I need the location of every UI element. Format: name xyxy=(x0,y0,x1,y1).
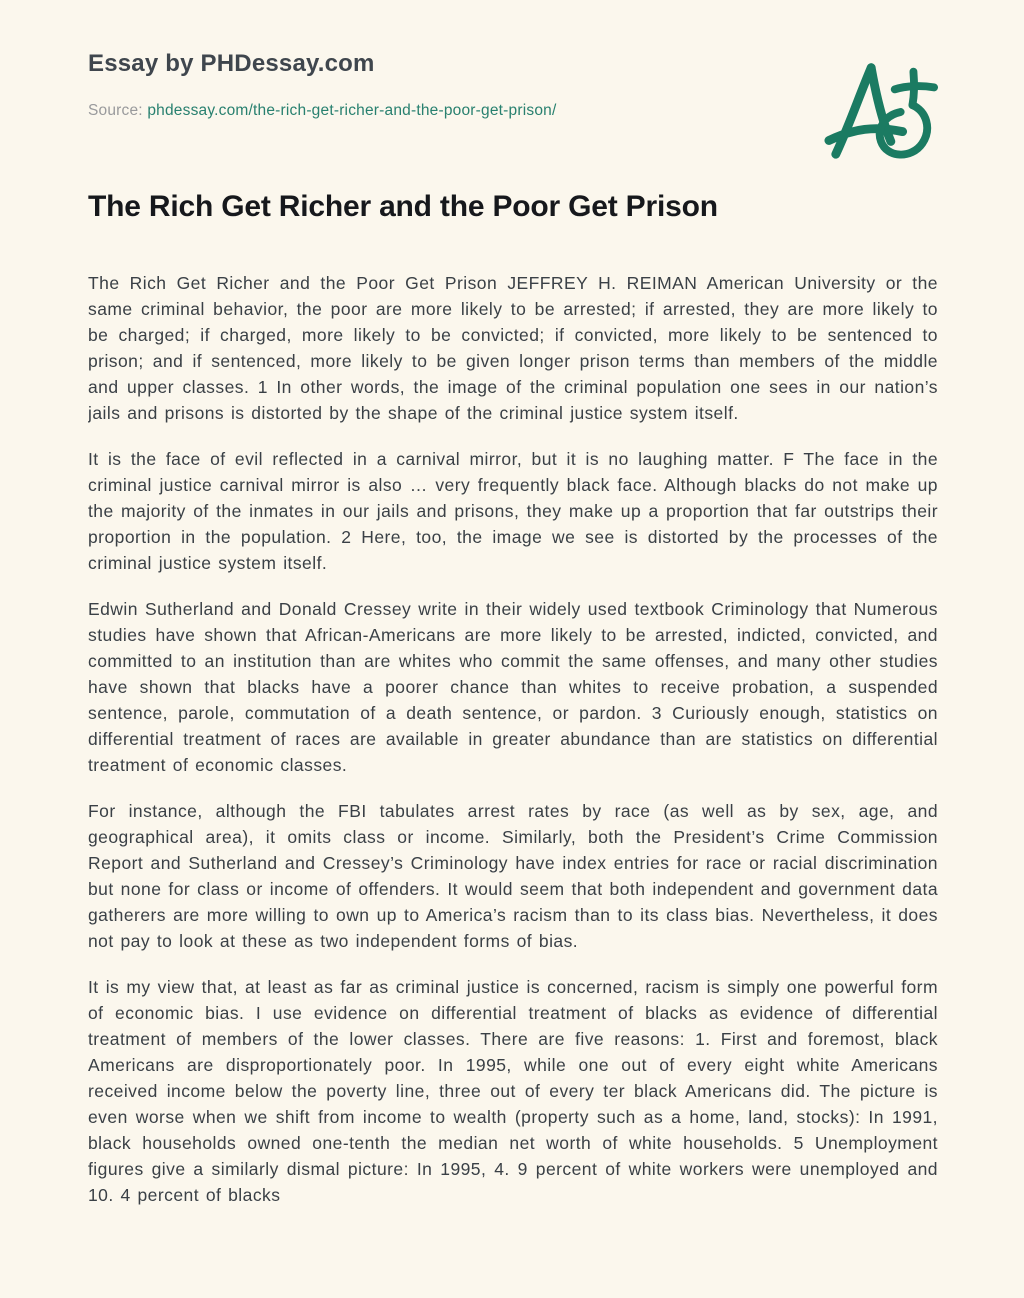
essay-paragraph: It is the face of evil reflected in a carnival mirror, but it is no laughing matter. F The face in the criminal justice carnival mirror is also … very frequently black face. Although blacks do not make up the majority of the inmates in our jails and prisons, they make up a proportion that far outstrips their proportion in the population. 2 Here, too, the image we see is distorted by the processes of the criminal justice system itself. xyxy=(88,449,938,573)
essay-paragraph: It is my view that, at least as far as criminal justice is concerned, racism is simply one powerful form of economic bias. I use evidence on differential treatment of blacks as evidence of differential treatment of members of the lower classes. There are five reasons: 1. First and foremost, black Americans are disproportionately poor. In 1995, while one out of every eight white Americans received income below the poverty line, three out of every ter black Americans did. The picture is even worse when we shift from income to wealth (property such as a home, land, stocks): In 1991, black households owned one-tenth the median net worth of white households. 5 Unemployment figures give a similarly dismal picture: In 1995, 4. 9 percent of white workers were unemployed and 10. 4 percent of blacks xyxy=(88,977,938,1205)
essay-paragraph: Edwin Sutherland and Donald Cressey write in their widely used textbook Criminology that Numerous studies have shown that African-Americans are more likely to be arrested, indicted, convicted, and committed to an institution than are whites who commit the same offenses, and many other studies have shown that blacks have a poorer chance than whites to receive probation, a suspended sentence, parole, commutation of a death sentence, or pardon. 3 Curiously enough, statistics on differential treatment of races are available in greater abundance than are statistics on differential treatment of economic classes. xyxy=(88,599,938,775)
essay-paragraph: For instance, although the FBI tabulates arrest rates by race (as well as by sex, age, and geographical area), it omits class or income. Similarly, both the President’s Crime Commission Report and Sutherland and Cressey’s Criminology have index entries for race or racial discrimination but none for class or income of offenders. It would seem that both independent and government data gatherers are more willing to own up to America’s racism than to its class bias. Nevertheless, it does not pay to look at these as two independent forms of bias. xyxy=(88,801,938,951)
source-line xyxy=(88,102,938,120)
essay-content xyxy=(88,0,938,1254)
essay-paragraph: The Rich Get Richer and the Poor Get Prison JEFFREY H. REIMAN American University or the same criminal behavior, the poor are more likely to be arrested; if arrested, they are more likely to be charged; if charged, more likely to be convicted; if convicted, more likely to be sentenced to prison; and if sentenced, more likely to be given longer prison terms than members of the middle and upper classes. 1 In other words, the image of the criminal population one sees in our nation’s jails and prisons is distorted by the shape of the criminal justice system itself. xyxy=(88,273,938,423)
source-link[interactable]: phdessay.com/the-rich-get-richer-and-the-poor-get-prison/ xyxy=(147,102,557,119)
source-label: Source: xyxy=(88,102,143,119)
essay-title: The Rich Get Richer and the Poor Get Prison xyxy=(88,190,718,223)
brand-heading: Essay by PHDessay.com xyxy=(88,50,375,77)
essay-body xyxy=(88,270,938,1208)
